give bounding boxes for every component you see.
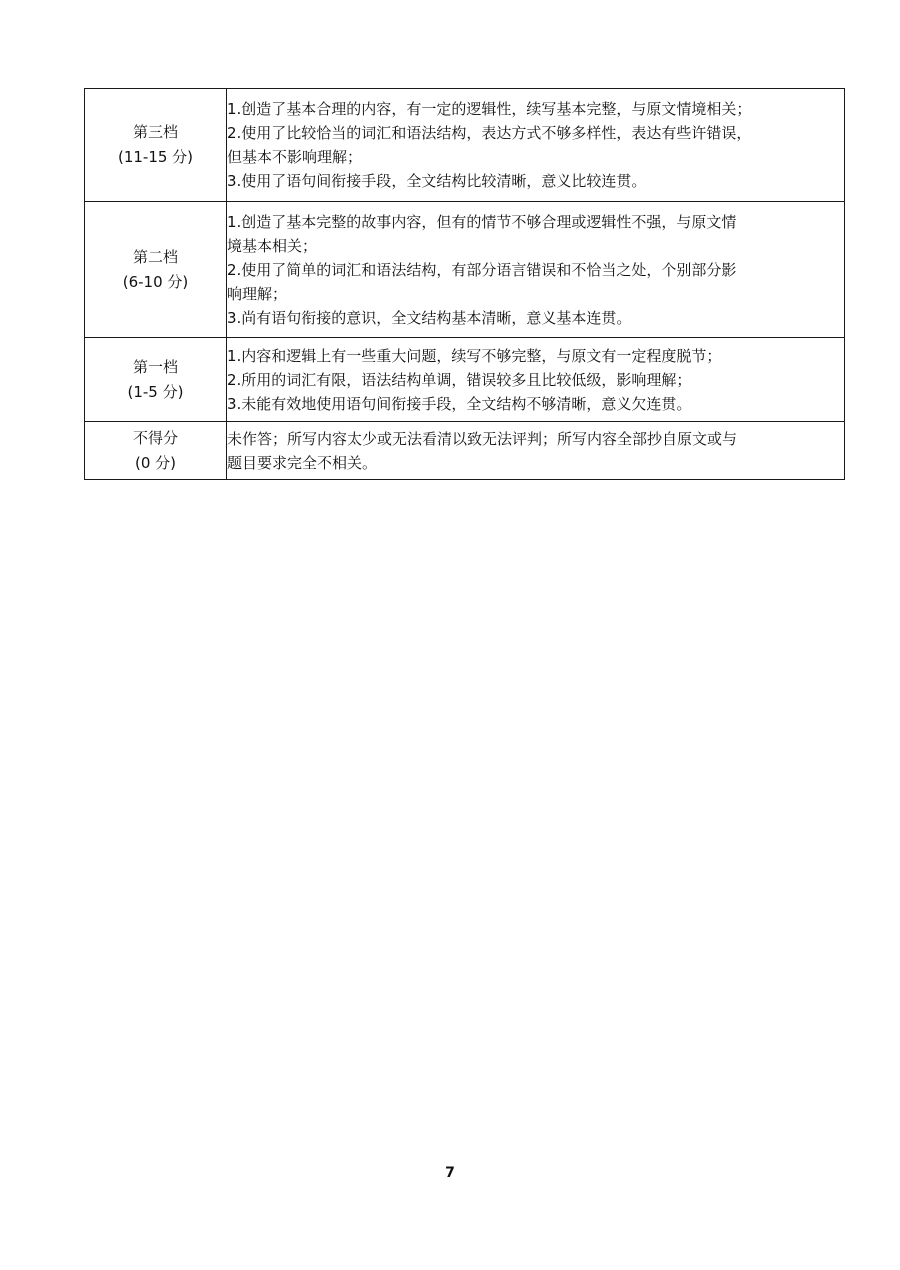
- grade-range: (11-15 分): [117, 148, 194, 166]
- grade-cell: [85, 89, 227, 202]
- grade-cell: [85, 422, 227, 480]
- description-cell: [227, 422, 845, 480]
- table-row: [85, 89, 845, 202]
- description-line: 响理解；: [227, 284, 288, 303]
- description-line: 1.内容和逻辑上有一些重大问题，续写不够完整，与原文有一定程度脱节；: [227, 346, 722, 365]
- grade-cell: [85, 338, 227, 422]
- description-cell: [227, 338, 845, 422]
- description-line: 2.所用的词汇有限，语法结构单调，错误较多且比较低级，影响理解；: [227, 370, 692, 389]
- description-line: 未作答；所写内容太少或无法看清以致无法评判；所写内容全部抄自原文或与: [227, 429, 738, 448]
- page-number: 7: [445, 1165, 455, 1181]
- table-row: [85, 338, 845, 422]
- grade-name: 第一档: [132, 357, 178, 376]
- description-line: 2.使用了比较恰当的词汇和语法结构，表达方式不够多样性，表达有些许错误，: [227, 124, 752, 142]
- grade-range: (1-5 分): [127, 382, 184, 401]
- description-line: 但基本不影响理解；: [227, 148, 363, 166]
- description-line: 题目要求完全不相关。: [227, 453, 378, 472]
- description-line: 1.创造了基本合理的内容，有一定的逻辑性，续写基本完整，与原文情境相关；: [227, 100, 752, 118]
- description-cell: [227, 89, 845, 202]
- grade-name: 第三档: [132, 123, 178, 141]
- description-cell: [227, 202, 845, 338]
- description-line: 3.尚有语句衔接的意识，全文结构基本清晰，意义基本连贯。: [227, 308, 632, 327]
- description-line: 3.未能有效地使用语句间衔接手段，全文结构不够清晰，意义欠连贯。: [227, 394, 692, 413]
- description-line: 境基本相关；: [227, 236, 318, 255]
- table-row: [85, 202, 845, 338]
- description-line: 1.创造了基本完整的故事内容，但有的情节不够合理或逻辑性不强，与原文情: [227, 212, 737, 231]
- grade-range: (0 分): [134, 453, 177, 472]
- description-line: 2.使用了简单的词汇和语法结构，有部分语言错误和不恰当之处，个别部分影: [227, 260, 737, 279]
- table-row: [85, 422, 845, 480]
- grade-name: 第二档: [132, 247, 178, 266]
- grade-name: 不得分: [132, 428, 178, 447]
- grade-range: (6-10 分): [122, 272, 189, 291]
- description-line: 3.使用了语句间衔接手段，全文结构比较清晰，意义比较连贯。: [227, 172, 647, 190]
- grade-cell: [85, 202, 227, 338]
- scoring-rubric-table: [84, 88, 845, 480]
